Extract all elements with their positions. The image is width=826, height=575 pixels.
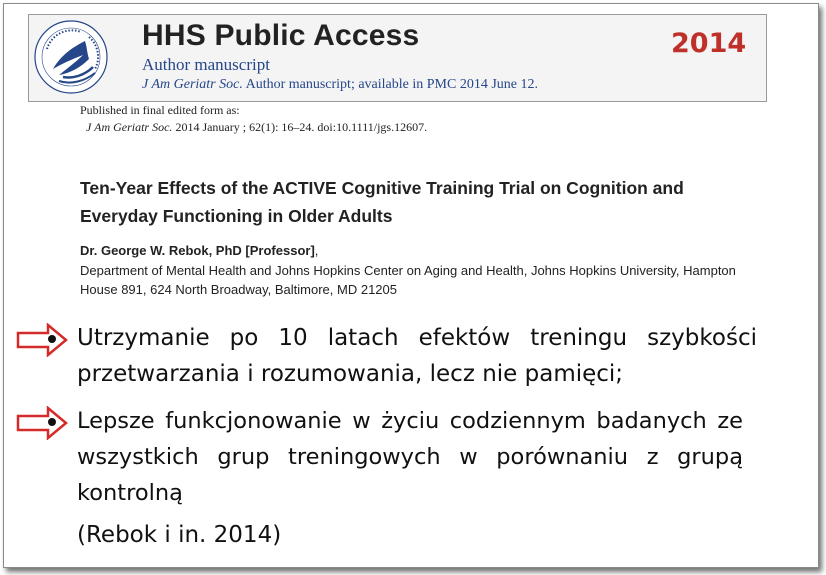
year-tag: 2014 <box>671 28 747 59</box>
arrow-right-icon <box>16 406 68 440</box>
availability-line <box>142 77 538 93</box>
paper-title: Ten-Year Effects of the ACTIVE Cognitive Training Trial on Cognition and Everyday Functioning in Older Adults <box>80 178 684 226</box>
author-suffix: , <box>314 243 319 258</box>
bullet-dot <box>48 418 56 426</box>
hhs-eagle-seal-icon <box>33 19 109 95</box>
hhs-banner <box>28 14 767 102</box>
author-name: Dr. George W. Rebok, PhD [Professor] <box>80 243 315 258</box>
bullet-item-speed-reasoning: Utrzymanie po 10 latach efektów treningu szybkości przetwarzania i rozumowania, lecz nie pamięci; <box>77 325 757 387</box>
author-line <box>80 243 318 258</box>
hhs-public-access-title: HHS Public Access <box>142 19 420 52</box>
citation-details: 2014 January ; 62(1): 16–24. doi:10.1111/jgs.12607. <box>175 120 428 134</box>
published-note: Published in final edited form as: <box>80 103 240 117</box>
availability-text: Author manuscript; available in PMC 2014 June 12. <box>245 77 538 92</box>
bullet-item-daily-functioning: Lepsze funkcjonowanie w życiu codziennym badanych ze wszystkich grup treningowych w porównaniu z grupą kontrolną <box>77 408 743 506</box>
citation-line <box>86 120 427 135</box>
author-manuscript-label: Author manuscript <box>142 55 270 74</box>
slide-frame <box>3 3 819 568</box>
reference-citation: (Rebok i in. 2014) <box>77 522 282 548</box>
author-affiliation: Department of Mental Health and Johns Hopkins Center on Aging and Health, Johns Hopkins University, Hampton House 891, 624 North Broadway, Baltimore, MD 21205 <box>80 263 736 297</box>
journal-name: J Am Geriatr Soc. <box>142 77 243 92</box>
citation-journal: J Am Geriatr Soc. <box>86 120 173 134</box>
bullet-dot <box>48 335 56 343</box>
arrow-right-icon <box>16 323 68 357</box>
